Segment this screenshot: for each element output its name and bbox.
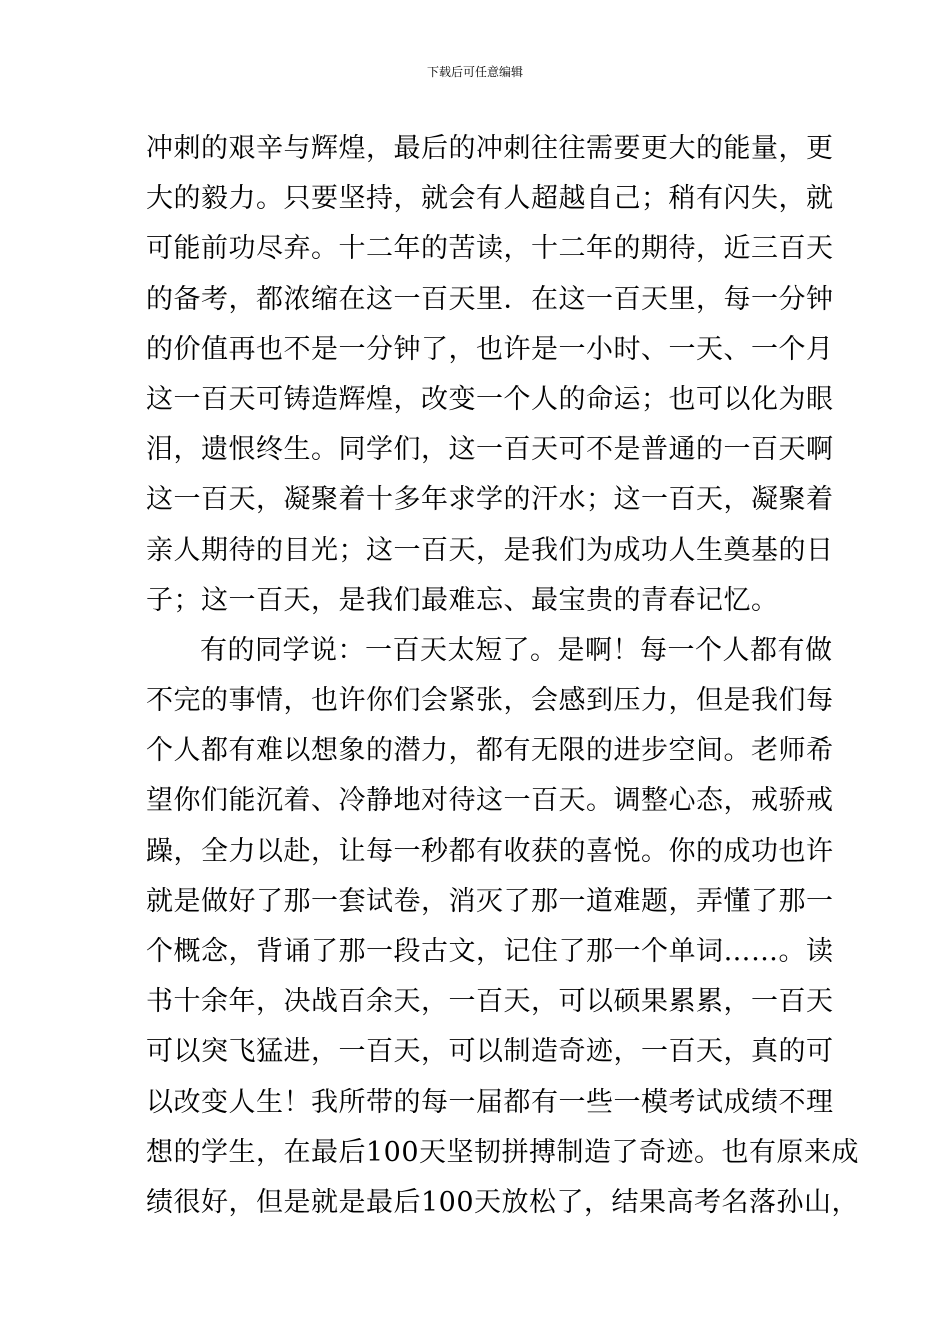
text-line: 可能前功尽弃。十二年的苦读，十二年的期待，近三百天 — [146, 233, 834, 265]
text-line: 冲刺的艰辛与辉煌，最后的冲刺往往需要更大的能量，更 — [146, 133, 834, 164]
text-line: 的备考，都浓缩在这一百天里．在这一百天里，每一分钟 — [146, 283, 834, 315]
document-body — [146, 124, 860, 1228]
text-line: 望你们能沉着、冷静地对待这一百天。调整心态，戒骄戒 — [146, 785, 834, 817]
page-header: 下载后可任意编辑 — [426, 65, 523, 79]
text-line: 这一百天可铸造辉煌，改变一个人的命运；也可以化为眼 — [146, 383, 834, 415]
text-line: 绩很好，但是就是最后100天放松了，结果高考名落孙山， — [146, 1186, 860, 1218]
text-line: 个人都有难以想象的潜力，都有无限的进步空间。老师希 — [146, 735, 834, 767]
text-line: 想的学生，在最后100天坚韧拼搏制造了奇迹。也有原来成 — [146, 1136, 860, 1168]
text-line: 子；这一百天，是我们最难忘、最宝贵的青春记忆。 — [146, 584, 779, 616]
text-line: 可以突飞猛进，一百天，可以制造奇迹，一百天，真的可 — [146, 1036, 834, 1068]
text-line: 的价值再也不是一分钟了，也许是一小时、一天、一个月 — [146, 333, 834, 365]
text-line: 亲人期待的目光；这一百天，是我们为成功人生奠基的日 — [146, 534, 834, 566]
text-line: 大的毅力。只要坚持，就会有人超越自己；稍有闪失，就 — [146, 183, 834, 215]
text-line: 个概念，背诵了那一段古文，记住了那一个单词……。读 — [146, 936, 834, 967]
paragraph-start-line: 有的同学说：一百天太短了。是啊！每一个人都有做 — [200, 634, 833, 666]
text-line: 就是做好了那一套试卷，消灭了那一道难题，弄懂了那一 — [146, 885, 834, 917]
text-line: 这一百天，凝聚着十多年求学的汗水；这一百天，凝聚着 — [146, 484, 834, 516]
text-line: 泪，遗恨终生。同学们，这一百天可不是普通的一百天啊 — [146, 434, 834, 466]
text-line: 以改变人生！我所带的每一届都有一些一模考试成绩不理 — [146, 1086, 834, 1118]
text-line: 书十余年，决战百余天，一百天，可以硕果累累，一百天 — [146, 986, 834, 1018]
text-line: 不完的事情，也许你们会紧张，会感到压力，但是我们每 — [146, 685, 834, 717]
text-line: 躁，全力以赴，让每一秒都有收获的喜悦。你的成功也许 — [146, 835, 834, 867]
